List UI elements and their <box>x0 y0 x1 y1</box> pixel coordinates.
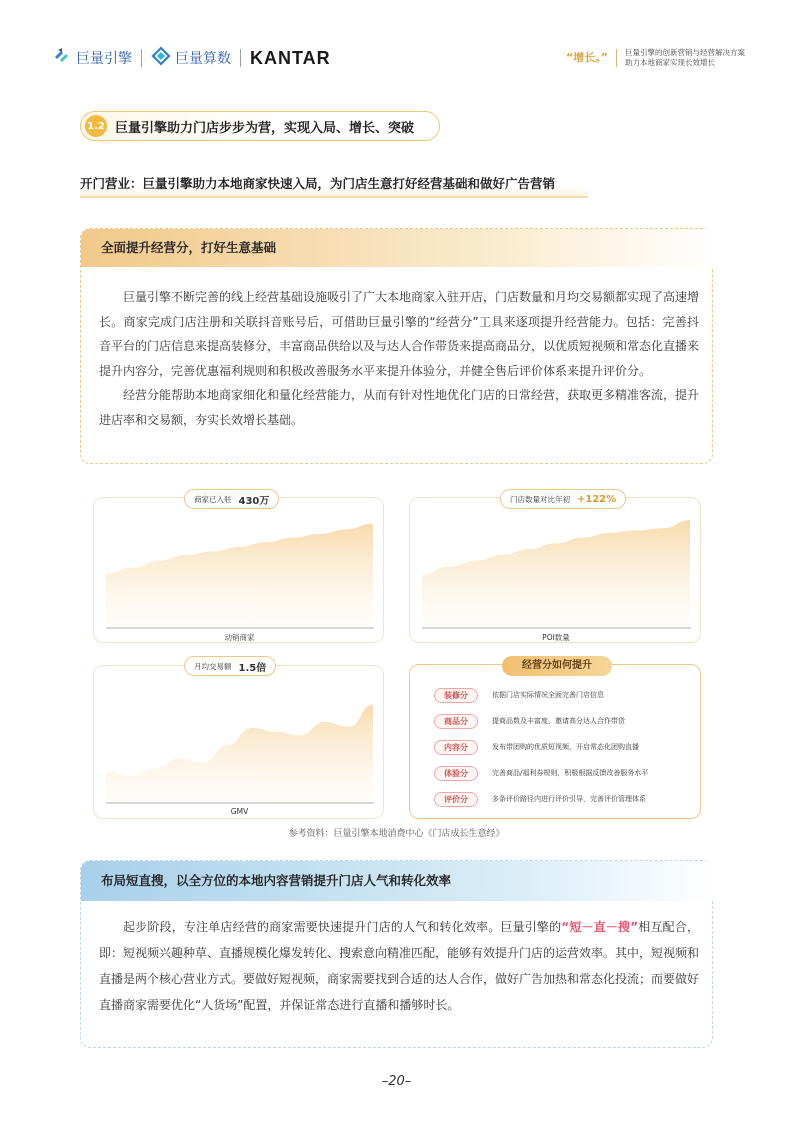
merchants-axis-label: 动销商家 <box>224 633 255 642</box>
stores-value: +122% <box>577 493 617 505</box>
stores-label: 门店数量对比年初 <box>510 494 570 504</box>
logo-divider <box>240 49 241 67</box>
suanshu-logo-text: 巨量算数 <box>175 51 231 67</box>
stores-area <box>422 520 690 628</box>
merchants-label: 商家已入驻 <box>194 494 232 504</box>
tagline: “增长。” <box>566 49 617 67</box>
score-desc: 完善商品/福利券规则，积极根据反馈改善服务水平 <box>492 769 649 777</box>
stores-chart-panel <box>409 493 701 643</box>
oceanengine-logo-icon <box>52 46 72 70</box>
kantar-logo: KANTAR <box>250 47 331 68</box>
gmv-axis-label: GMV <box>230 807 249 816</box>
score-panel-title: 经营分如何提升 <box>502 656 612 676</box>
score-item <box>434 791 646 807</box>
header-subtitle-line-2: 助力本地商家实现长效增长 <box>625 58 715 67</box>
subheading: 开门营业：巨量引擎助力本地商家快速入局，为门店生意打好经营基础和做好广告营销 <box>80 172 588 198</box>
score-tag: 评价分 <box>434 792 478 807</box>
gmv-chart <box>94 666 385 820</box>
header-subtitle <box>625 48 745 68</box>
operating-score-box-title: 全面提升经营分，打好生意基础 <box>81 229 714 267</box>
score-improvement-panel <box>409 660 701 819</box>
score-item <box>434 713 625 729</box>
merchants-area <box>106 524 373 628</box>
page-header <box>0 0 793 90</box>
header-subtitle-line-1: 巨量引擎的创新营销与经营解决方案 <box>625 48 745 57</box>
source-note: 参考资料：巨量引擎本地消费中心《门店成长生意经》 <box>288 829 505 839</box>
operating-score-box <box>80 228 713 464</box>
header-tagline-group <box>566 48 745 68</box>
score-desc: 依据门店实际情况全面完善门店信息 <box>492 691 604 699</box>
score-desc: 多条评价路径内进行评价引导，完善评价管理体系 <box>492 795 646 803</box>
section-heading <box>80 111 440 141</box>
merchants-chart <box>94 498 385 644</box>
score-tag: 商品分 <box>434 714 478 729</box>
oceanengine-logo-text: 巨量引擎 <box>76 51 132 67</box>
stores-chart <box>410 498 702 644</box>
oceanengine-logo <box>52 46 132 70</box>
score-item <box>434 739 639 755</box>
page-number: –20– <box>381 1074 412 1089</box>
gmv-label: 月均交易额 <box>194 661 232 671</box>
gmv-chart-panel <box>93 661 384 819</box>
short-live-search-box-body <box>99 914 699 1018</box>
highlight-text: “短－直－搜” <box>561 920 639 934</box>
logo-group <box>52 47 331 69</box>
paragraph: 巨量引擎不断完善的线上经营基础设施吸引了广大本地商家入驻开店，门店数量和月均交易额都实现了高速增长。商家完成门店注册和关联抖音账号后，可借助巨量引擎的“经营分”工具来逐项提升经营能力。包括：完善抖音平台的门店信息来提高装修分，丰富商品供给以及与达人合作带货来提高商品分，以优质短视频和常态化直播来提升内容分，完善优惠福利规则和积极改善服务水平来提升体验分，并健全售后评价体系来提升评价分。 <box>99 290 700 378</box>
gmv-area <box>106 705 373 803</box>
stores-pill <box>500 489 626 509</box>
paragraph-text: 起步阶段，专注单店经营的商家需要快速提升门店的人气和转化效率。巨量引擎的 <box>123 920 562 934</box>
score-desc: 发布带团购的优质短视频，开启常态化团购直播 <box>492 743 639 751</box>
suanshu-logo-icon <box>151 46 171 70</box>
suanshu-logo <box>151 46 231 70</box>
score-item <box>434 687 604 703</box>
operating-score-box-body <box>99 285 699 433</box>
score-tag: 内容分 <box>434 740 478 755</box>
paragraph <box>99 914 699 1018</box>
gmv-pill <box>184 656 276 676</box>
section-title: 巨量引擎助力门店步步为营，实现入局、增长、突破 <box>115 120 415 136</box>
score-tag: 装修分 <box>434 688 478 703</box>
paragraph: 经营分能帮助本地商家细化和量化经营能力，从而有针对性地优化门店的日常经营，获取更多精准客流，提升进店率和交易额，夯实长效增长基础。 <box>99 388 700 427</box>
stores-axis-label: POI数量 <box>542 633 570 642</box>
score-tag: 体验分 <box>434 766 478 781</box>
merchants-chart-panel <box>93 494 384 643</box>
paragraph-text: 相互配合，即：短视频兴趣种草、直播规模化爆发转化、搜索意向精准匹配，能够有效提升门店的运营效率。其中，短视频和直播是两个核心营业方式。要做好短视频，商家需要找到合适的达人合作，做好广告加热和常态化投流；而要做好直播商家需要优化“人货场”配置，并保证常态进行直播和播够时长。 <box>99 920 700 1012</box>
short-live-search-box <box>80 860 713 1048</box>
short-live-search-box-title: 布局短直搜，以全方位的本地内容营销提升门店人气和转化效率 <box>81 861 714 901</box>
section-number: 1.2 <box>85 115 107 137</box>
score-desc: 提商品数及丰富度，邀请高分达人合作带货 <box>492 717 625 725</box>
gmv-value: 1.5倍 <box>238 662 267 674</box>
logo-divider <box>141 49 142 67</box>
merchants-pill <box>184 489 279 509</box>
score-item <box>434 765 648 781</box>
merchants-value: 430万 <box>238 495 270 507</box>
